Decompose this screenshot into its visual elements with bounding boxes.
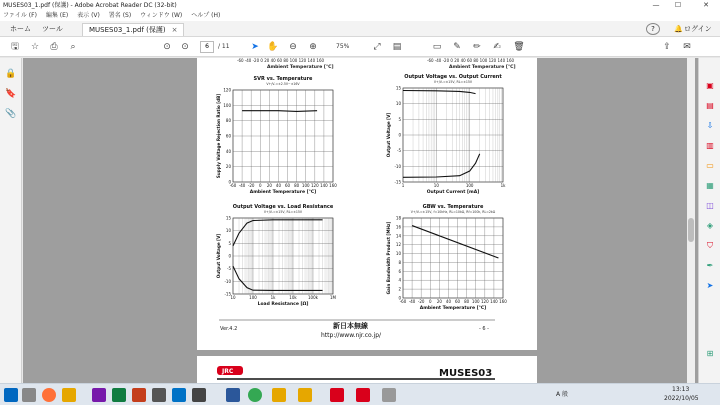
chart-0-ytick-label: 0 bbox=[228, 179, 231, 185]
email-icon[interactable]: ✉ bbox=[683, 42, 691, 52]
chart-3-xtick-label: 160 bbox=[499, 299, 507, 304]
chart-3-ytick-label: 4 bbox=[398, 277, 401, 283]
taskbar bbox=[0, 383, 720, 405]
menu-file[interactable]: ファイル (F) bbox=[3, 12, 37, 19]
hand-tool-icon[interactable]: ✋ bbox=[267, 42, 279, 52]
top-tick-labels: -60 -40 -20 0 20 40 60 80 100 120 140 160 bbox=[237, 58, 325, 63]
chart-0-series-0 bbox=[242, 111, 317, 112]
chart-3-ytick-label: 6 bbox=[398, 268, 401, 274]
top-axis-label-right: Ambient Temperature [°C] bbox=[449, 65, 516, 70]
pinned-app-icon[interactable] bbox=[382, 388, 396, 402]
bookmark-icon[interactable]: 🔖 bbox=[5, 89, 17, 99]
menu-edit[interactable]: 編集 (E) bbox=[45, 12, 69, 19]
tab-close-icon[interactable]: × bbox=[171, 26, 178, 34]
chart-3-xtick-label: 0 bbox=[428, 299, 432, 304]
send-icon[interactable]: ➤ bbox=[706, 281, 714, 290]
word-icon[interactable] bbox=[226, 388, 240, 402]
ime-indicator[interactable]: A 般 bbox=[556, 391, 569, 398]
chart-1-ytick-label: 5 bbox=[398, 116, 401, 122]
acrobat-taskbar-icon[interactable] bbox=[330, 388, 344, 402]
chart-0-ytick-label: 80 bbox=[225, 118, 231, 124]
chart-3-ylabel: Gain Bandwidth Product [MHz] bbox=[386, 221, 391, 295]
chart-3-ytick-label: 18 bbox=[395, 215, 401, 221]
chart-0-ytick-label: 120 bbox=[223, 87, 231, 93]
menu-bar bbox=[0, 11, 720, 21]
zoom-level[interactable]: 75% bbox=[336, 43, 350, 50]
tab-tools[interactable]: ツール bbox=[42, 25, 63, 33]
chart-3-xtick-label: 120 bbox=[480, 299, 489, 304]
footer-page-number: - 6 - bbox=[479, 326, 489, 332]
footer-url: http://www.njr.co.jp/ bbox=[321, 332, 382, 339]
search-taskbar-icon[interactable] bbox=[22, 388, 36, 402]
more-tools-icon[interactable]: ⊞ bbox=[706, 349, 714, 358]
right-tools-pane bbox=[698, 58, 720, 383]
clock-date[interactable]: 2022/10/05 bbox=[664, 395, 699, 402]
chart-0-xtick-label: -60 bbox=[229, 183, 237, 188]
powerpoint-icon[interactable] bbox=[132, 388, 146, 402]
help-button[interactable]: ? bbox=[646, 23, 660, 35]
chart-2-subtitle: V+/V-=±15V, RL=±15V bbox=[263, 210, 303, 214]
top-axis-label: Ambient Temperature [°C] bbox=[267, 65, 334, 70]
page-total: / 11 bbox=[218, 43, 230, 50]
scrollbar-thumb[interactable] bbox=[688, 218, 694, 242]
chart-0-xtick-label: 120 bbox=[310, 183, 319, 188]
tab-home[interactable]: ホーム bbox=[10, 25, 31, 33]
chart-3-xtick-label: 140 bbox=[490, 299, 498, 304]
create-pdf-icon[interactable]: ▣ bbox=[706, 81, 714, 90]
chart-3-ytick-label: 12 bbox=[395, 242, 401, 248]
chart-1-xtick-label: 10 bbox=[433, 183, 439, 188]
footer-version: Ver.4.2 bbox=[220, 326, 238, 332]
chart-0-ylabel: Supply Voltage Rejection Ratio [dB] bbox=[216, 93, 221, 179]
chart-1-xtick-label: 1k bbox=[500, 183, 506, 188]
chart-0-title: SVR vs. Temperature bbox=[253, 76, 313, 82]
chart-3-ytick-label: 10 bbox=[395, 251, 401, 257]
chart-0-xtick-label: 100 bbox=[301, 183, 310, 188]
highlight-icon[interactable]: ✎ bbox=[453, 42, 461, 52]
organize-pages-icon[interactable]: ▥ bbox=[706, 141, 714, 150]
chart-0-xtick-label: 0 bbox=[258, 183, 262, 188]
chart-2-xtick-label: 100 bbox=[249, 295, 257, 300]
chart-1-xlabel: Output Current [mA] bbox=[426, 190, 480, 195]
folder-2-icon[interactable] bbox=[298, 388, 312, 402]
sign-icon[interactable]: ✍ bbox=[493, 42, 501, 52]
chart-3-ytick-label: 16 bbox=[395, 224, 401, 230]
page-content bbox=[197, 58, 537, 383]
tab-bar bbox=[0, 21, 720, 37]
chart-3-ytick-label: 2 bbox=[398, 286, 401, 292]
chart-1-xtick-label: 100 bbox=[465, 183, 474, 188]
chart-1-ytick-label: 15 bbox=[395, 85, 401, 91]
chart-3-xtick-label: -40 bbox=[408, 299, 416, 304]
chart-0-xtick-label: 80 bbox=[294, 183, 300, 188]
minimize-button[interactable]: — bbox=[652, 1, 660, 9]
chart-2-xtick-label: 10k bbox=[289, 295, 297, 300]
chart-1-ytick-label: -10 bbox=[394, 163, 401, 169]
jrc-logo-text: JRC bbox=[222, 368, 234, 375]
chart-3-ytick-label: 14 bbox=[395, 233, 401, 239]
pdf-page bbox=[197, 58, 537, 383]
chart-1-subtitle: V+/V-=±15V, RL=±15V bbox=[433, 80, 473, 84]
left-nav-pane bbox=[0, 58, 22, 383]
edit-pdf-icon[interactable]: ▤ bbox=[706, 101, 714, 110]
clock-time[interactable]: 13:13 bbox=[672, 386, 690, 393]
prev-page-icon[interactable]: ⊙ bbox=[163, 42, 171, 52]
menu-window[interactable]: ウィンドウ (W) bbox=[140, 12, 183, 19]
enhance-icon[interactable]: ◈ bbox=[706, 221, 714, 230]
chart-2-ytick-label: -5 bbox=[227, 266, 231, 272]
comment-icon[interactable]: ▭ bbox=[432, 42, 442, 52]
start-icon[interactable] bbox=[4, 388, 18, 402]
chart-3-subtitle: V+/V-=±15V, f=10kHz, RL=10kΩ, Rf=100k, RL=2kΩ bbox=[410, 210, 496, 214]
firefox-icon[interactable] bbox=[42, 388, 56, 402]
chart-2-series-1 bbox=[233, 266, 323, 290]
menu-view[interactable]: 表示 (V) bbox=[77, 12, 100, 19]
vertical-scrollbar[interactable] bbox=[687, 58, 695, 383]
chart-3-xtick-label: 20 bbox=[436, 299, 442, 304]
explorer-icon[interactable] bbox=[62, 388, 76, 402]
combine-icon[interactable]: ◫ bbox=[706, 201, 714, 210]
lock-icon[interactable]: 🔒 bbox=[5, 69, 17, 79]
share-icon[interactable]: ⇪ bbox=[663, 42, 671, 52]
toolbar bbox=[0, 37, 720, 57]
chart-0-ytick-label: 40 bbox=[225, 148, 231, 154]
chart-0-xtick-label: 160 bbox=[329, 183, 337, 188]
chart-1-ytick-label: -5 bbox=[397, 148, 401, 154]
chart-3-xtick-label: 80 bbox=[464, 299, 470, 304]
scan-icon[interactable]: ▦ bbox=[706, 181, 714, 190]
chart-2-xtick-label: 10 bbox=[230, 295, 236, 300]
window-title: MUSES03_1.pdf (保護) - Adobe Acrobat Reader DC (32-bit) bbox=[3, 2, 177, 9]
login-button[interactable]: ログイン bbox=[684, 25, 712, 33]
export-pdf-icon[interactable]: ⇩ bbox=[706, 121, 714, 130]
page-number-input[interactable]: 6 bbox=[200, 41, 214, 53]
chart-0-xtick-label: 40 bbox=[275, 183, 282, 188]
onenote-icon[interactable] bbox=[92, 388, 106, 402]
draw-icon[interactable]: ✏ bbox=[473, 42, 481, 52]
chart-2-ytick-label: -10 bbox=[224, 278, 231, 284]
chart-2-ytick-label: 5 bbox=[228, 240, 231, 246]
chart-1-series-0 bbox=[403, 91, 476, 94]
chart-2-xtick-label: 1M bbox=[330, 295, 336, 300]
acrobat-2-taskbar-icon[interactable] bbox=[356, 388, 370, 402]
print-icon[interactable]: ⎙ bbox=[50, 42, 58, 52]
excel-icon[interactable] bbox=[112, 388, 126, 402]
chart-2-ytick-label: 15 bbox=[225, 215, 231, 221]
page-layout-icon[interactable]: ▤ bbox=[392, 42, 402, 52]
chart-3-frame bbox=[403, 218, 503, 298]
chart-2-xtick-label: 1k bbox=[270, 295, 276, 300]
next-page-title: MUSES03 bbox=[439, 368, 493, 379]
footer-company: 新日本無線 bbox=[333, 322, 368, 330]
chart-2-title: Output Voltage vs. Load Resistance bbox=[232, 204, 334, 210]
search-icon[interactable]: ⌕ bbox=[70, 42, 76, 52]
terminal-icon[interactable] bbox=[192, 388, 206, 402]
chart-2-ytick-label: 0 bbox=[228, 253, 231, 259]
select-cursor-icon[interactable]: ➤ bbox=[251, 42, 259, 52]
zoom-out-icon[interactable]: ⊖ bbox=[289, 42, 297, 52]
chart-1-ytick-label: -15 bbox=[394, 179, 401, 185]
close-window-button[interactable]: ✕ bbox=[703, 1, 709, 9]
chart-2-ytick-label: 10 bbox=[225, 228, 231, 234]
chart-1-ytick-label: 0 bbox=[398, 132, 401, 138]
top-tick-labels-right: -60 -40 -20 0 20 40 60 80 100 120 140 160 bbox=[427, 58, 515, 63]
bookmark-star-icon[interactable]: ☆ bbox=[30, 42, 40, 52]
charts-group bbox=[216, 74, 507, 311]
chart-3-title: GBW vs. Temperature bbox=[422, 204, 484, 210]
chart-3-xtick-label: -60 bbox=[399, 299, 407, 304]
chart-1-ytick-label: 10 bbox=[395, 101, 401, 107]
attachment-icon[interactable]: 📎 bbox=[5, 109, 17, 119]
page-gap bbox=[197, 350, 537, 356]
chart-2-xtick-label: 100k bbox=[308, 295, 318, 300]
chart-0-ytick-label: 20 bbox=[225, 164, 231, 170]
chart-3-xtick-label: 100 bbox=[471, 299, 480, 304]
chart-2-ylabel: Output Voltage [V] bbox=[216, 233, 221, 279]
chart-3-xtick-label: 60 bbox=[454, 299, 461, 304]
chart-0-ytick-label: 60 bbox=[225, 133, 231, 139]
chart-2-xlabel: Load Resistance [Ω] bbox=[257, 302, 309, 307]
chart-3-ytick-label: 0 bbox=[398, 295, 401, 301]
chart-3-series-0 bbox=[412, 226, 498, 258]
chart-0-xtick-label: 20 bbox=[266, 183, 272, 188]
chart-0-xtick-label: -20 bbox=[247, 183, 255, 188]
chart-0-xtick-label: -40 bbox=[238, 183, 246, 188]
chart-0-xtick-label: 60 bbox=[284, 183, 291, 188]
chart-0-subtitle: V+/V-=±2.5V~±16V bbox=[266, 82, 300, 86]
save-icon[interactable]: 🖫 bbox=[11, 42, 19, 52]
chart-3-xlabel: Ambient Temperature [°C] bbox=[419, 306, 487, 311]
protect-icon[interactable]: ⛉ bbox=[707, 241, 713, 250]
title-bar bbox=[0, 0, 720, 11]
tab-document-label: MUSES03_1.pdf (保護) bbox=[89, 26, 166, 34]
outlook-icon[interactable] bbox=[172, 388, 186, 402]
fill-sign-icon[interactable]: ✒ bbox=[706, 261, 714, 270]
chart-1-xtick-label: 1 bbox=[401, 183, 405, 188]
chart-2-ytick-label: -15 bbox=[224, 291, 231, 297]
menu-sign[interactable]: 署名 (S) bbox=[108, 12, 132, 19]
app-icon[interactable] bbox=[152, 388, 166, 402]
chart-0-xlabel: Ambient Temperature [°C] bbox=[249, 190, 317, 195]
chart-3-ytick-label: 8 bbox=[398, 259, 401, 265]
tab-document[interactable] bbox=[82, 23, 184, 36]
chart-2-series-0 bbox=[233, 220, 323, 246]
document-viewport[interactable] bbox=[23, 58, 698, 383]
chart-3-xtick-label: -20 bbox=[417, 299, 425, 304]
bell-icon[interactable]: 🔔 bbox=[674, 25, 683, 33]
fit-page-icon[interactable]: ⤢ bbox=[373, 42, 381, 52]
zoom-in-icon[interactable]: ⊕ bbox=[309, 42, 317, 52]
folder-icon[interactable] bbox=[272, 388, 286, 402]
chart-1-title: Output Voltage vs. Output Current bbox=[404, 74, 502, 80]
chart-0-ytick-label: 100 bbox=[223, 102, 231, 108]
chrome-icon[interactable] bbox=[248, 388, 262, 402]
comment-tool-icon[interactable]: ▭ bbox=[706, 161, 714, 170]
chart-1-ylabel: Output Voltage [V] bbox=[386, 112, 391, 158]
delete-icon[interactable]: 🗑 bbox=[513, 42, 525, 52]
next-page-icon[interactable]: ⊙ bbox=[181, 42, 189, 52]
chart-3-xtick-label: 40 bbox=[445, 299, 452, 304]
menu-help[interactable]: ヘルプ (H) bbox=[191, 12, 221, 19]
maximize-button[interactable]: ☐ bbox=[674, 1, 682, 9]
chart-0-xtick-label: 140 bbox=[320, 183, 328, 188]
